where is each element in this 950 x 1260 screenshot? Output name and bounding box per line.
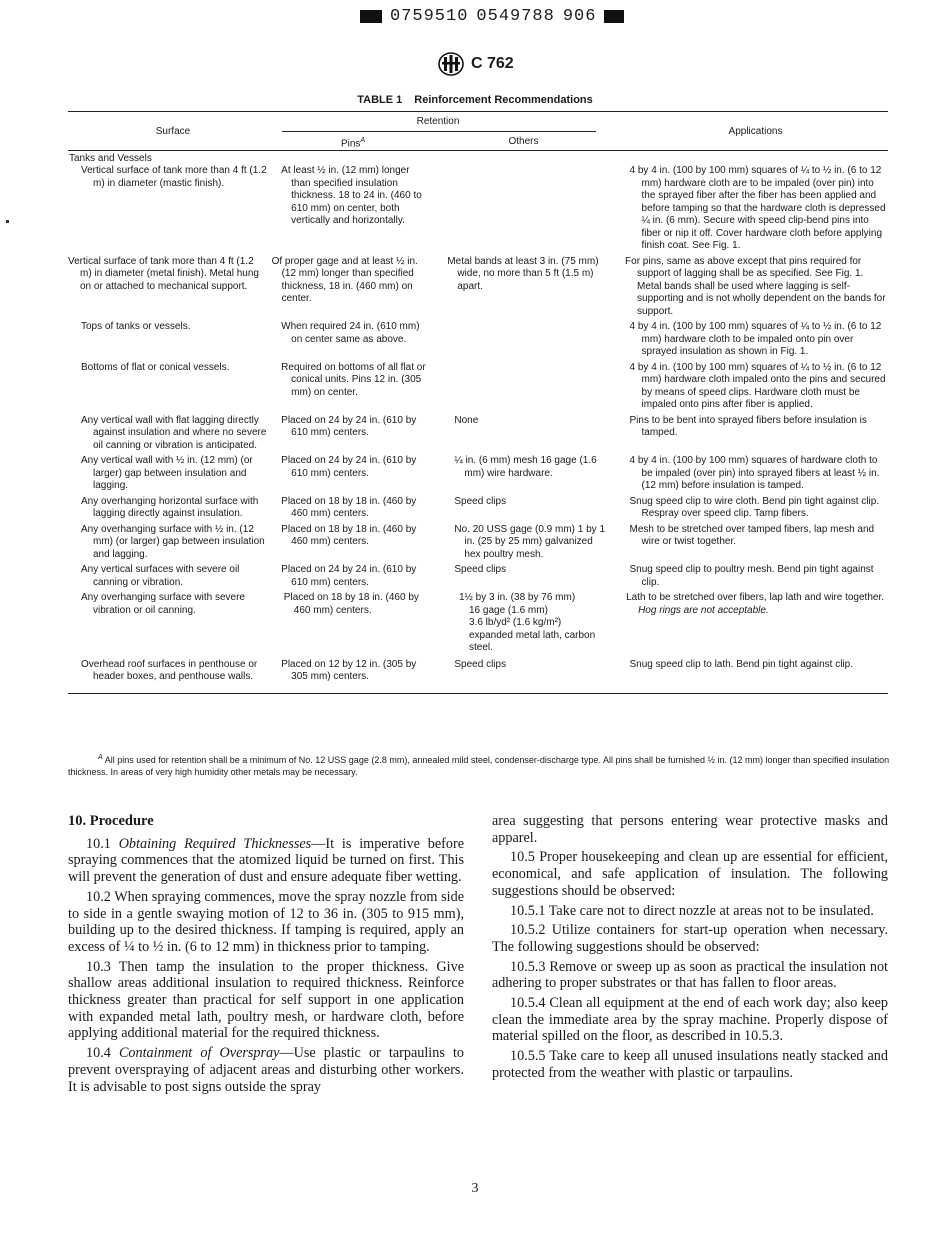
para-text: —It is imperative before spraying commences that the atomized liquid be turned on first. This will prevent the generation of dust and ensure adequate fiber wetting.	[68, 835, 464, 886]
cell-surface-text: Any overhanging surface with severe vibration or oil canning.	[81, 592, 245, 616]
paragraph-10-4	[68, 1045, 464, 1095]
header-surface: Surface	[155, 126, 191, 137]
others-line: 16 gage (1.6 mm)	[468, 604, 548, 616]
table-row	[68, 592, 888, 655]
cell-surface	[68, 496, 279, 521]
table-row	[68, 659, 888, 684]
header-others: Others	[508, 136, 539, 147]
designation: C 762	[471, 55, 514, 72]
cell-others: Speed clips	[454, 564, 507, 575]
body-column-right	[492, 813, 888, 1085]
table-row	[68, 415, 888, 453]
section-heading: 10. Procedure	[68, 813, 154, 829]
body-column-left	[68, 813, 464, 1098]
cell-applications: 4 by 4 in. (100 by 100 mm) squares of ¼ to ½ in. (6 to 12 mm) hardware cloth to be impaled onto pin over sprayed insulation as shown in Fig. 1.	[629, 321, 882, 357]
paragraph-10-5-5: 10.5.5 Take care to keep all unused insulations neatly stacked and protected from the weather with plastic or tarpaulins.	[492, 1048, 888, 1081]
cell-surface-text: Any vertical wall with flat lagging directly against insulation and where no severe oil canning or vibration is anticipated.	[81, 414, 267, 451]
others-line: 3.6 lb/yd² (1.6 kg/m²)	[468, 617, 562, 628]
cell-surface	[68, 165, 279, 190]
footnote-mark: A	[98, 754, 103, 761]
cell-surface	[68, 564, 279, 589]
paragraph-10-5-2: 10.5.2 Utilize containers for start-up operation when necessary. The following suggestions should be observed:	[492, 922, 888, 955]
cell-applications: Snug speed clip to wire cloth. Bend pin tight against clip. Respray over speed clip. Tamp fibers.	[629, 495, 880, 519]
header-pins-label: Pins	[340, 138, 361, 150]
designation-header	[437, 52, 514, 76]
cell-applications	[626, 592, 888, 617]
para-number: 10.4	[86, 1045, 119, 1062]
page-number: 3	[471, 1181, 479, 1196]
cell-applications: Pins to be bent into sprayed fibers before insulation is tamped.	[629, 414, 867, 438]
table-row	[68, 256, 888, 319]
table-body	[68, 151, 888, 693]
cell-pins: Placed on 18 by 18 in. (460 by 460 mm) centers.	[281, 495, 417, 519]
document-code-header	[360, 6, 624, 26]
cell-pins: Placed on 18 by 18 in. (460 by 460 mm) centers.	[281, 523, 417, 547]
table-row	[68, 455, 888, 493]
section-label: Tanks and Vessels	[69, 153, 152, 164]
reinforcement-table	[68, 111, 888, 694]
table-row	[68, 564, 888, 589]
applications-note: Hog rings are not acceptable.	[638, 604, 769, 616]
cell-surface	[68, 256, 270, 294]
cell-surface-text: Any vertical surfaces with severe oil canning or vibration.	[81, 564, 240, 588]
cell-surface-text: Vertical surface of tank more than 4 ft (1.2 m) in diameter (mastic finish).	[81, 165, 267, 189]
barcode-block-right	[604, 10, 624, 23]
table-label: TABLE 1	[357, 94, 403, 106]
table-footnote	[68, 752, 890, 778]
table-row	[68, 496, 888, 521]
retention-divider	[282, 131, 596, 132]
paragraph-10-4-continued: area suggesting that persons entering wear protective masks and apparel.	[492, 813, 888, 846]
cell-surface-text: Tops of tanks or vessels.	[81, 321, 191, 332]
cell-surface-text: Any overhanging horizontal surface with lagging directly against insulation.	[81, 495, 259, 519]
paragraph-10-2: 10.2 When spraying commences, move the spray nozzle from side to side in a gentle swaying motion of 12 to 36 in. (305 to 915 mm), building up to the desired thickness. If tamping is required, apply an excess of ¼ to ½ in. (6 to 12 mm) in thickness prior to tamping.	[68, 888, 464, 955]
cell-surface-text: Bottoms of flat or conical vessels.	[81, 361, 230, 373]
astm-logo-icon	[437, 52, 465, 76]
scan-speck	[6, 220, 9, 223]
paragraph-10-3: 10.3 Then tamp the insulation to the proper thickness. Give shallow areas additional insulation to required thickness. Reinforce thickness greater than practical for self support in one application with expanded metal lath, poultry mesh, or hardware cloth, before applying additional material for the required thickness.	[68, 958, 464, 1042]
paragraph-10-5-3: 10.5.3 Remove or sweep up as soon as practical the insulation not adhering to proper substrates or that has fallen to floor areas.	[492, 958, 888, 992]
cell-surface-text: Overhead roof surfaces in penthouse or header boxes, and penthouse walls.	[81, 658, 258, 682]
cell-applications: 4 by 4 in. (100 by 100 mm) squares of ¼ to ½ in. (6 to 12 mm) hardware cloth impaled onto the pins and secured by means of speed clips. Hardware cloth must be impaled onto pins after fiber is applied.	[629, 361, 886, 410]
cell-pins: Placed on 12 by 12 in. (305 by 305 mm) centers.	[281, 658, 417, 682]
cell-surface	[68, 321, 279, 334]
applications-text: Lath to be stretched over fibers, lap lath and wire together.	[626, 592, 885, 603]
barcode-block-left	[360, 10, 382, 23]
paragraph-10-5: 10.5 Proper housekeeping and clean up are essential for efficient, economical, and safe application of insulation. The following suggestions should be observed:	[492, 849, 888, 899]
cell-applications: For pins, same as above except that pins required for support of lagging shall be as specified. See Fig. 1. Metal bands shall be used where lagging is self-supporting and is not wholly dependent on the bands for support.	[625, 255, 886, 317]
cell-applications: 4 by 4 in. (100 by 100 mm) squares of ¼ to ½ in. (6 to 12 mm) hardware cloth are to be impaled (over pin) into the sprayed fiber after the fiber has been applied and before tamping so that the hardware cloth is depressed ¼ in. (6 mm). Secure with speed clip-bend pins into fiber or nip it off. Cover hardware cloth before applying finish coat. See Fig. 1.	[629, 165, 886, 251]
cell-surface	[68, 362, 279, 375]
para-title: Containment of Overspray	[118, 1045, 280, 1062]
code-left: 0759510	[390, 6, 469, 26]
cell-surface-text: Vertical surface of tank more than 4 ft (1.2 m) in diameter (metal finish). Metal hung on or attached to mechanical support.	[68, 255, 259, 292]
table-row	[68, 321, 888, 359]
cell-others: Speed clips	[454, 658, 507, 670]
cell-others: Metal bands at least 3 in. (75 mm) wide, no more than 5 ft (1.5 m) apart.	[447, 255, 599, 292]
cell-pins: At least ½ in. (12 mm) longer than specified insulation thickness. 18 to 24 in. (460 to 610 mm) on center, both vertically and horizontally.	[281, 165, 422, 226]
cell-others: None	[454, 414, 479, 426]
paragraph-10-5-1: 10.5.1 Take care not to direct nozzle at areas not to be insulated.	[510, 902, 874, 919]
cell-others: Speed clips	[454, 495, 507, 507]
paragraph-10-1	[68, 836, 464, 886]
code-middle: 0549788	[476, 6, 555, 26]
header-applications: Applications	[728, 126, 783, 137]
cell-pins: Required on bottoms of all flat or conical units. Pins 12 in. (305 mm) on center.	[281, 361, 426, 398]
para-title: Obtaining Required Thicknesses	[118, 835, 312, 852]
cell-surface-text: Any vertical wall with ½ in. (12 mm) (or larger) gap between insulation and lagging.	[81, 455, 253, 491]
paragraph-10-5-4: 10.5.4 Clean all equipment at the end of each work day; also keep clean the immediate area by the spray machine. Properly dispose of material spilled on the floor, as described in 10.5.3.	[492, 995, 888, 1045]
cell-applications: 4 by 4 in. (100 by 100 mm) squares of hardware cloth to be impaled (over pin) into sprayed fibers at least ½ in. (12 mm) before insulation is tamped.	[629, 455, 880, 491]
cell-others	[459, 592, 602, 655]
cell-pins: When required 24 in. (610 mm) on center same as above.	[281, 321, 420, 345]
para-number: 10.1	[86, 835, 119, 852]
cell-surface	[68, 524, 279, 562]
others-line: 1½ by 3 in. (38 by 76 mm)	[458, 592, 576, 603]
header-pins	[280, 135, 426, 151]
table-title	[0, 94, 950, 106]
cell-others: No. 20 USS gage (0.9 mm) 1 by 1 in. (25 by 25 mm) galvanized hex poultry mesh.	[454, 523, 606, 560]
cell-others: ¼ in. (6 mm) mesh 16 gage (1.6 mm) wire hardware.	[454, 455, 597, 479]
cell-surface	[68, 659, 279, 684]
header-pins-footnote-mark: A	[360, 137, 366, 144]
cell-surface-text: Any overhanging surface with ½ in. (12 mm) (or larger) gap between insulation and lagging.	[81, 523, 265, 560]
para-text: —Use plastic or tarpaulins to prevent overspraying of adjacent areas and disturbing other workers. It is advisable to post signs outside the spray	[68, 1045, 464, 1095]
table-header	[68, 112, 888, 151]
others-line: expanded metal lath, carbon steel.	[468, 629, 596, 653]
cell-surface	[68, 415, 279, 453]
cell-applications: Snug speed clip to lath. Bend pin tight against clip.	[629, 658, 853, 670]
cell-pins: Placed on 24 by 24 in. (610 by 610 mm) centers.	[281, 414, 417, 438]
cell-pins: Placed on 18 by 18 in. (460 by 460 mm) centers.	[283, 592, 419, 616]
cell-surface	[68, 592, 282, 617]
cell-applications: Mesh to be stretched over tamped fibers, lap mesh and wire or twist together.	[629, 523, 875, 547]
code-right: 906	[562, 6, 597, 26]
header-retention: Retention	[416, 116, 460, 127]
cell-surface	[68, 455, 279, 493]
cell-applications: Snug speed clip to poultry mesh. Bend pin tight against clip.	[629, 564, 874, 588]
table-row	[68, 362, 888, 412]
table-row	[68, 524, 888, 562]
cell-pins: Placed on 24 by 24 in. (610 by 610 mm) centers.	[281, 455, 417, 479]
cell-pins: Of proper gage and at least ½ in. (12 mm) longer than specified thickness, 18 in. (460 mm) on center.	[271, 255, 418, 304]
footnote-text: All pins used for retention shall be a minimum of No. 12 USS gage (2.8 mm), annealed mild steel, condenser-discharge type. All pins shall be furnished ½ in. (12 mm) longer than specified insulation thickness. In areas of very high humidity other metals may be necessary.	[68, 755, 890, 777]
table-caption: Reinforcement Recommendations	[414, 94, 593, 106]
cell-pins: Placed on 24 by 24 in. (610 by 610 mm) centers.	[281, 564, 417, 588]
table-row	[68, 165, 888, 253]
